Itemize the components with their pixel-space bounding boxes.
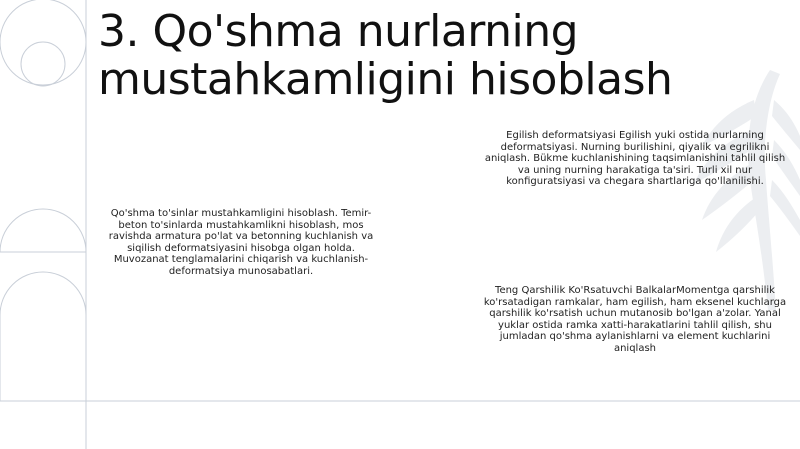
paragraph-equal-resistance-beams: Teng Qarshilik Ko'Rsatuvchi BalkalarMomentga qarshilik ko'rsatadigan ramkalar, ham egilish, ham eksenel kuchlarga qarshilik ko'rsatish uchun mutanosib bo'lgan a'zolar. Yanal yuklar ostida ramka xatti-harakatlarini tahlil qilish, shu jumladan qo'shma aylanishlarni va element kuchlarini aniqlash — [483, 285, 787, 354]
slide-title: 3. Qo'shma nurlarning mustahkamligini hisoblash — [98, 6, 673, 105]
paragraph-composite-beams: Qo'shma to'sinlar mustahkamligini hisoblash. Temir-beton to'sinlarda mustahkamlikni hisoblash, mos ravishda armatura po'lat va betonning kuchlanish va siqilish deformatsiyasini hisobga olgan holda. Muvozanat tenglamalarini chiqarish va kuchlanish-deformatsiya munosabatlari. — [108, 208, 374, 277]
paragraph-bending-deformation: Egilish deformatsiyasi Egilish yuki ostida nurlarning deformatsiyasi. Nurning burilishini, qiyalik va egrilikni aniqlash. Bükme kuchlanishining taqsimlanishini tahlil qilish va uning nurning harakatiga ta'siri. Turli xil nur konfiguratsiyasi va chegara shartlariga qo'llanilishi. — [484, 130, 786, 187]
